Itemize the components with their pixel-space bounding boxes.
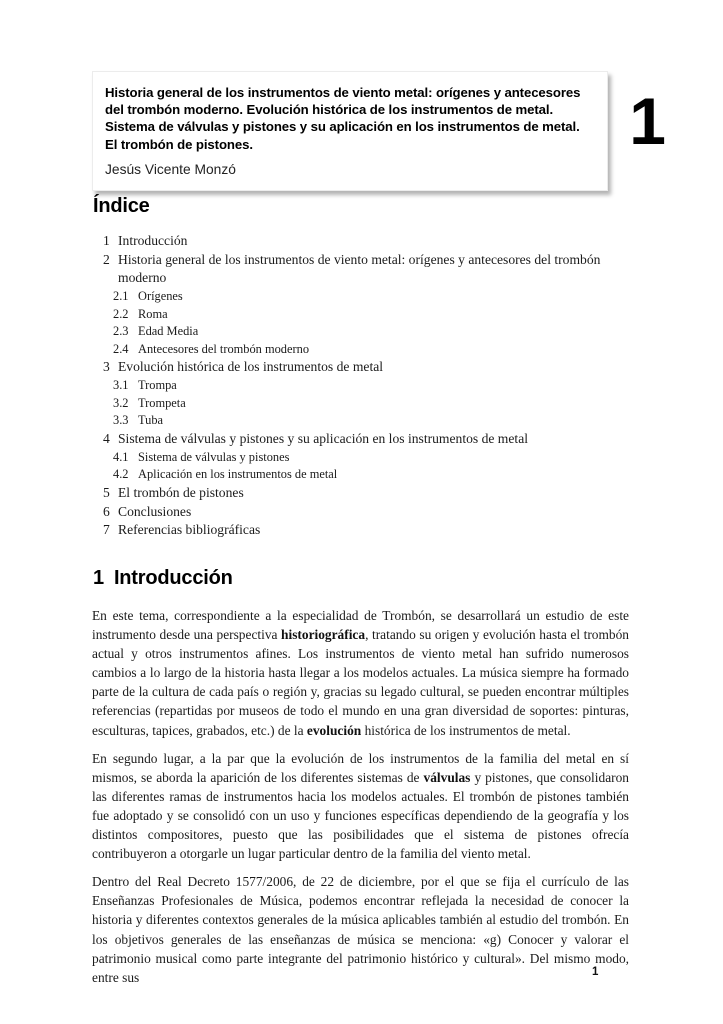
index-item xyxy=(103,484,629,503)
index-item-label: Orígenes xyxy=(138,289,183,304)
chapter-number: 1 xyxy=(629,84,666,158)
index-item-number: 2.1 xyxy=(113,289,129,304)
index-item-label: Sistema de válvulas y pistones y su aplicación en los instrumentos de metal xyxy=(118,430,529,446)
index-item-label: Historia general de los instrumentos de viento metal: orígenes y antecesores del trombón moderno xyxy=(118,251,601,286)
index-item-label: Edad Media xyxy=(138,324,199,339)
index-item-label: Trompa xyxy=(138,378,177,393)
index-item-label: Trompeta xyxy=(138,395,186,410)
index-item-number: 4.1 xyxy=(113,449,129,464)
index-item-number: 7 xyxy=(103,522,110,538)
index-item-label: Introducción xyxy=(118,233,188,248)
section-number: 1 xyxy=(93,567,104,589)
index-item xyxy=(103,521,629,540)
index-item xyxy=(113,323,629,341)
index-item-label: Conclusiones xyxy=(118,503,192,519)
index-item xyxy=(113,288,629,306)
author-name: Jesús Vicente Monzó xyxy=(105,161,236,177)
section-heading xyxy=(93,566,233,590)
index-item-number: 2 xyxy=(103,251,110,267)
index-item-label: Antecesores del trombón moderno xyxy=(138,341,310,356)
index-item xyxy=(103,232,629,251)
index-item-number: 4.2 xyxy=(113,467,129,482)
index-item-label: Sistema de válvulas y pistones xyxy=(138,449,290,464)
index-item xyxy=(113,306,629,324)
index-item-number: 3.1 xyxy=(113,378,129,393)
index-item-number: 2.2 xyxy=(113,306,129,321)
index-item xyxy=(103,503,629,522)
index-item xyxy=(103,251,629,288)
index-item xyxy=(103,430,629,449)
index-item xyxy=(113,395,629,413)
index-item-label: El trombón de pistones xyxy=(118,484,244,500)
index-item-label: Referencias bibliográficas xyxy=(118,522,261,538)
paragraph: En este tema, correspondiente a la especialidad de Trombón, se desarrollará un estudio de este instrumento desde una perspectiva historiográfica, tratando su origen y evolución hasta el trombón actual y otros instrumentos afines. Los instrumentos de viento metal han sufrido numerosos cambios a lo largo de la historia hasta llegar a los modelos actuales. La música siempre ha formado parte de la cultura de cada país o región y, gracias su legado cultural, se pueden encontrar múltiples referencias (repartidas por museos de todo el mundo en una gran diversidad de soportes: pinturas, esculturas, tapices, grabados, etc.) de la evolución histórica de los instrumentos de metal. xyxy=(92,608,629,738)
index-item-number: 3.2 xyxy=(113,395,129,410)
index-item xyxy=(113,412,629,430)
index-item-label: Tuba xyxy=(138,413,164,428)
index-item-number: 2.3 xyxy=(113,324,129,339)
index-item-number: 3 xyxy=(103,359,110,375)
index-item-label: Aplicación en los instrumentos de metal xyxy=(138,467,338,482)
index-item-label: Roma xyxy=(138,306,168,321)
document-title: Historia general de los instrumentos de viento metal: orígenes y antecesores del trombón moderno. Evolución histórica de los instrumentos de metal. Sistema de válvulas y pistones y su aplicación en los instrumentos de metal. El trombón de pistones. xyxy=(105,85,581,152)
page-number: 1 xyxy=(592,966,599,978)
index-item-number: 2.4 xyxy=(113,341,129,356)
index-item xyxy=(103,358,629,377)
section-title: Introducción xyxy=(113,567,233,589)
index-item xyxy=(113,341,629,359)
index-item-number: 6 xyxy=(103,503,110,519)
index-item-number: 5 xyxy=(103,484,110,500)
body-paragraphs xyxy=(92,606,629,996)
index-item xyxy=(113,466,629,484)
index-item xyxy=(113,377,629,395)
index-item-number: 3.3 xyxy=(113,413,129,428)
index-item-number: 1 xyxy=(103,233,110,248)
index-list xyxy=(92,232,629,540)
chapter-title-box xyxy=(92,71,608,191)
index-heading: Índice xyxy=(93,195,150,217)
paragraph: En segundo lugar, a la par que la evolución de los instrumentos de la familia del metal en sí mismos, se aborda la aparición de los diferentes sistemas de válvulas y pistones, que consolidaron las diferentes ramas de instrumentos hacia los modelos actuales. El trombón de pistones también fue adoptado y se consolidó con un uso y funciones específicas dependiendo de la geografía y los distintos compositores, puesto que las posibilidades que el sistema de pistones ofrecía contribuyeron a otorgarle un lugar particular dentro de la familia del viento metal. xyxy=(92,750,629,862)
index-item-number: 4 xyxy=(103,430,110,446)
index-item-label: Evolución histórica de los instrumentos de metal xyxy=(118,359,384,375)
index-item xyxy=(113,449,629,467)
paragraph: Dentro del Real Decreto 1577/2006, de 22 de diciembre, por el que se fija el currículo de las Enseñanzas Profesionales de Música, podemos encontrar reflejada la necesidad de conocer la historia y diferentes contextos generales de la música aplicables también al estudio del trombón. En los objetivos generales de las enseñanzas de música se menciona: «g) Conocer y valorar el patrimonio musical como parte integrante del patrimonio histórico y cultural». Del mismo modo, entre sus xyxy=(92,874,629,985)
